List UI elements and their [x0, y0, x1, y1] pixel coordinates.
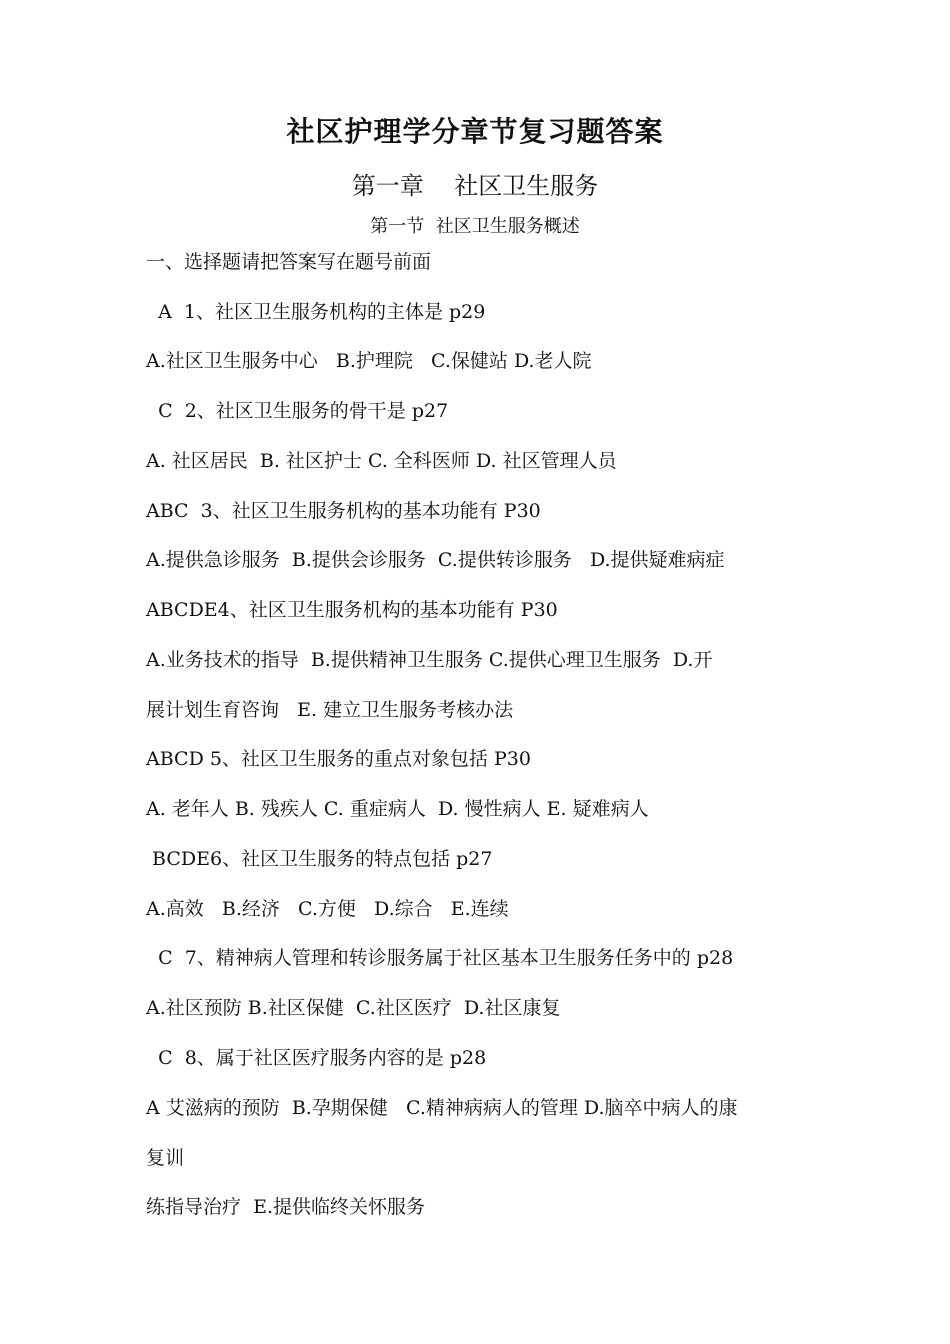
question-line: A 1、社区卫生服务机构的主体是 p29 — [146, 301, 486, 323]
options-line: A.社区预防 B.社区保健 C.社区医疗 D.社区康复 — [146, 997, 561, 1019]
question-line: C 7、精神病人管理和转诊服务属于社区基本卫生服务任务中的 p28 — [146, 947, 734, 969]
options-line: 复训 — [146, 1147, 185, 1169]
question-line: ABC 3、社区卫生服务机构的基本功能有 P30 — [146, 500, 541, 522]
options-line: A.社区卫生服务中心 B.护理院 C.保健站 D.老人院 — [146, 350, 592, 372]
question-line: BCDE6、社区卫生服务的特点包括 p27 — [146, 848, 493, 870]
question-line: C 2、社区卫生服务的骨干是 p27 — [146, 400, 449, 422]
options-line: A. 老年人 B. 残疾人 C. 重症病人 D. 慢性病人 E. 疑难病人 — [146, 798, 649, 820]
section-heading: 第一节 社区卫生服务概述 — [370, 216, 580, 237]
options-line: A.高效 B.经济 C.方便 D.综合 E.连续 — [146, 898, 509, 920]
options-line: A.业务技术的指导 B.提供精神卫生服务 C.提供心理卫生服务 D.开 — [146, 649, 713, 671]
document-title: 社区护理学分章节复习题答案 — [286, 115, 664, 148]
instruction-line: 一、选择题请把答案写在题号前面 — [146, 251, 432, 273]
options-line: 展计划生育咨询 E. 建立卫生服务考核办法 — [146, 699, 514, 721]
options-line: A. 社区居民 B. 社区护士 C. 全科医师 D. 社区管理人员 — [146, 450, 617, 472]
chapter-heading: 第一章 社区卫生服务 — [351, 172, 599, 200]
question-line: ABCDE4、社区卫生服务机构的基本功能有 P30 — [146, 599, 558, 621]
options-line: A.提供急诊服务 B.提供会诊服务 C.提供转诊服务 D.提供疑难病症 — [146, 549, 725, 571]
question-line: ABCD 5、社区卫生服务的重点对象包括 P30 — [146, 748, 531, 770]
options-line: 练指导治疗 E.提供临终关怀服务 — [146, 1196, 425, 1218]
options-line: A 艾滋病的预防 B.孕期保健 C.精神病病人的管理 D.脑卒中病人的康 — [146, 1097, 738, 1119]
question-line: C 8、属于社区医疗服务内容的是 p28 — [146, 1047, 487, 1069]
